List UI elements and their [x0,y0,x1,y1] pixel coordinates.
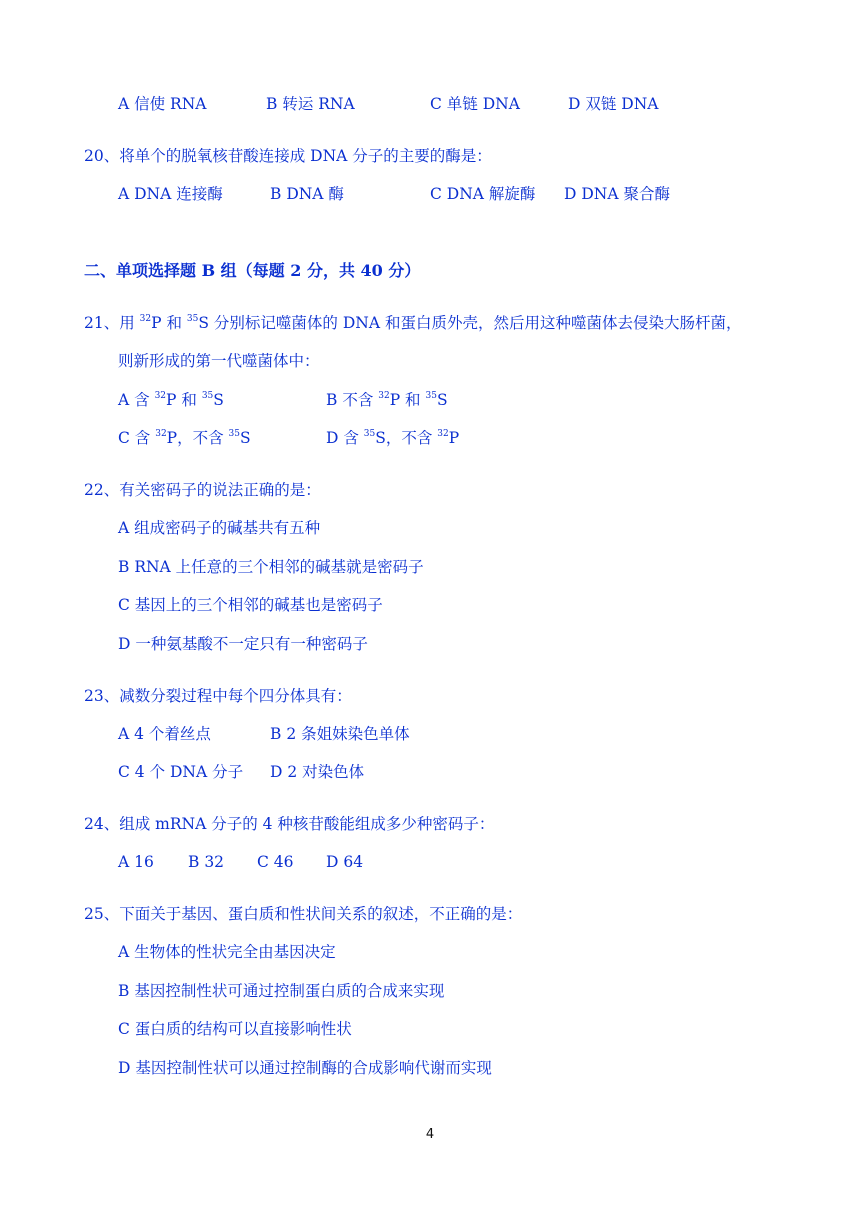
q20-option-c: C DNA 解旋酶 [430,185,536,203]
q22-option-a: A 组成密码子的碱基共有五种 [118,519,321,537]
q24-option-c: C 46 [257,853,294,871]
q21-option-b: B 不含 $^{32}$P 和 $^{35}$S [326,391,448,409]
q24-option-b: B 32 [188,853,225,871]
q25-option-a: A 生物体的性状完全由基因决定 [118,943,336,961]
q20-option-d: D DNA 聚合酶 [564,185,670,203]
section-heading: 二、单项选择题 B 组（每题 2 分，共 40 分） [84,261,421,280]
q24-option-a: A 16 [118,853,154,871]
q23-option-a: A 4 个着丝点 [118,725,211,743]
q19-option-a: A 信使 RNA [118,95,207,113]
page-number: 4 [425,1127,435,1142]
q23-option-d: D 2 对染色体 [270,763,365,781]
q22-stem: 22、有关密码子的说法正确的是： [84,481,321,499]
q21-stem-line1: 21、用 $^{32}$P 和 $^{35}$S 分别标记噬菌体的 DNA 和蛋白质外壳，然后用这种噬菌体去侵染大肠杆菌， [84,314,742,332]
q25-option-d: D 基因控制性状可以通过控制酶的合成影响代谢而实现 [118,1059,492,1077]
q21-option-d: D 含 $^{35}$S，不含 $^{32}$P [326,429,460,447]
q19-option-b: B 转运 RNA [266,95,355,113]
q25-option-c: C 蛋白质的结构可以直接影响性状 [118,1020,352,1038]
q22-option-d: D 一种氨基酸不一定只有一种密码子 [118,635,368,653]
q19-option-c: C 单链 DNA [430,95,520,113]
q23-option-c: C 4 个 DNA 分子 [118,763,244,781]
q24-stem: 24、组成 mRNA 分子的 4 种核苷酸能组成多少种密码子： [84,815,495,833]
q20-stem: 20、将单个的脱氧核苷酸连接成 DNA 分子的主要的酶是： [84,147,492,165]
q22-option-c: C 基因上的三个相邻的碱基也是密码子 [118,596,383,614]
q21-option-c: C 含 $^{32}$P，不含 $^{35}$S [118,429,251,447]
q19-option-d: D 双链 DNA [568,95,659,113]
q25-stem: 25、下面关于基因、蛋白质和性状间关系的叙述，不正确的是： [84,905,523,923]
q25-option-b: B 基因控制性状可通过控制蛋白质的合成来实现 [118,982,445,1000]
q20-option-a: A DNA 连接酶 [118,185,223,203]
q21-stem-line2: 则新形成的第一代噬菌体中： [118,352,320,370]
q23-option-b: B 2 条姐妹染色单体 [270,725,410,743]
q22-option-b: B RNA 上任意的三个相邻的碱基就是密码子 [118,558,424,576]
q24-option-d: D 64 [326,853,364,871]
q20-option-b: B DNA 酶 [270,185,344,203]
q23-stem: 23、减数分裂过程中每个四分体具有： [84,687,352,705]
q21-option-a: A 含 $^{32}$P 和 $^{35}$S [118,391,224,409]
